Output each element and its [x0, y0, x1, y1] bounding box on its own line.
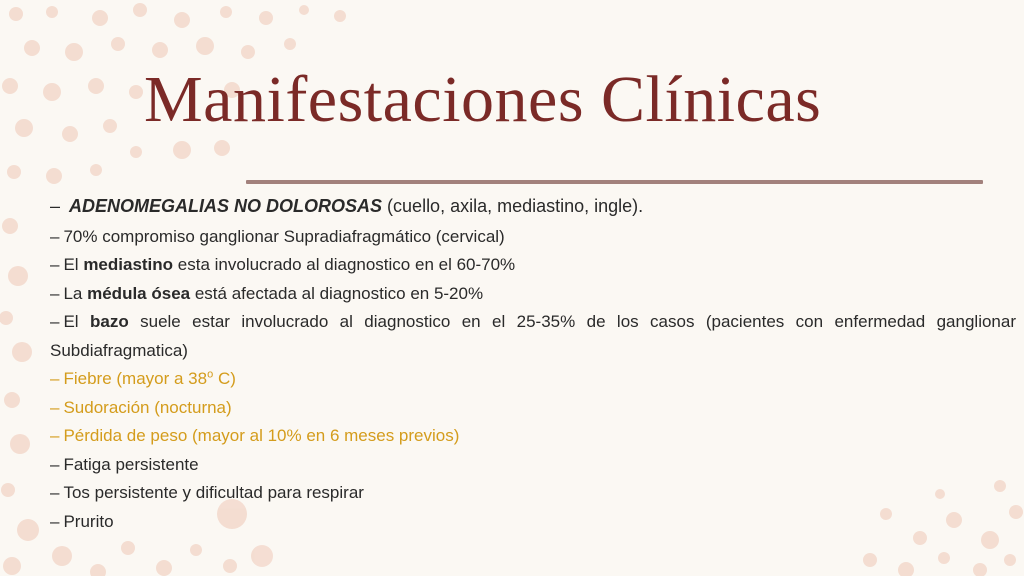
item-text: C) — [213, 369, 236, 388]
item-text: 70% compromiso ganglionar Supradiafragmático (cervical) — [63, 226, 505, 246]
item-text: El — [63, 255, 84, 274]
dash-marker: – — [50, 226, 60, 246]
dash-marker: – — [50, 483, 60, 502]
list-item — [50, 451, 1016, 480]
item-text: Sudoración (nocturna) — [63, 397, 232, 417]
dash-marker: – — [50, 454, 60, 474]
degree-superscript: o — [207, 368, 214, 381]
item-text: Prurito — [63, 511, 114, 531]
list-item-highlight — [50, 422, 1016, 451]
item-text: está afectada al diagnostico en 5-20% — [190, 283, 484, 303]
list-item — [50, 280, 1016, 309]
dash-marker: – — [50, 283, 60, 303]
item-text: El — [63, 312, 90, 331]
slide-title: Manifestaciones Clínicas — [144, 63, 822, 136]
dash-marker: – — [50, 255, 60, 274]
bullet-list — [50, 192, 1016, 536]
item-text: Fiebre (mayor a 38 — [63, 369, 208, 388]
item-emphasis: ADENOMEGALIAS NO DOLOROSAS — [69, 196, 383, 216]
dash-marker: – — [50, 511, 60, 531]
item-text: Pérdida de peso (mayor al 10% en 6 meses previos) — [63, 426, 460, 445]
list-item — [50, 479, 1016, 508]
list-item — [50, 508, 1016, 537]
list-item — [50, 192, 1016, 221]
item-emphasis: mediastino — [83, 255, 174, 274]
dash-marker: – — [50, 397, 60, 417]
item-text: suele estar involucrado al diagnostico en el 25-35% de los casos (pacientes con enfermedad ganglionar Subdiafragmatica) — [50, 312, 1016, 360]
item-text: (cuello, axila, mediastino, ingle). — [382, 196, 644, 216]
list-item-highlight — [50, 365, 1016, 394]
list-item — [50, 223, 1016, 252]
title-underline — [246, 180, 983, 184]
list-item — [50, 308, 1016, 365]
list-item — [50, 251, 1016, 280]
item-emphasis: bazo — [89, 312, 129, 331]
dash-marker: – — [50, 312, 60, 331]
item-text: La — [63, 283, 88, 303]
item-text: Fatiga persistente — [63, 454, 199, 474]
dash-marker: – — [50, 196, 61, 216]
item-text: esta involucrado al diagnostico en el 60-70% — [173, 255, 516, 274]
dash-marker: – — [50, 426, 60, 445]
dash-marker: – — [50, 369, 60, 388]
list-item-highlight — [50, 394, 1016, 423]
item-emphasis: médula ósea — [87, 283, 191, 303]
item-text: Tos persistente y dificultad para respirar — [63, 483, 364, 502]
